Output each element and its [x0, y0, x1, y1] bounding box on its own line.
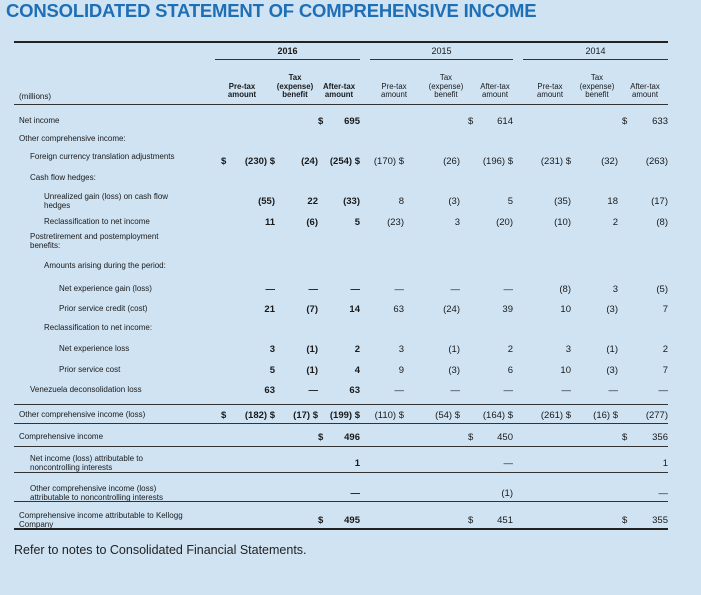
cell-value: 3 [612, 284, 618, 295]
cell-value: (8) [559, 284, 571, 295]
cell-value: 21 [264, 304, 275, 315]
cell-value: 695 [344, 116, 360, 127]
cell-value: (1) [448, 344, 460, 355]
header-rule [14, 104, 668, 105]
footer-note: Refer to notes to Consolidated Financial Statements. [14, 543, 307, 557]
cell-value: 3 [565, 344, 571, 355]
cell-value: (7) [306, 304, 318, 315]
cell-value: — [450, 385, 460, 396]
rule-bottom [14, 528, 668, 530]
cell-value: (261) $ [540, 410, 571, 421]
row-label: Postretirement and postemployment benefits: [30, 232, 159, 250]
cell-value: (5) [656, 284, 668, 295]
cell-value: (17) $ [293, 410, 318, 421]
cell-value: (110) $ [374, 410, 404, 421]
cell-value: 9 [398, 365, 404, 376]
cell-value: 5 [507, 196, 513, 207]
dollar-sign: $ [221, 410, 227, 421]
row-label: Other comprehensive income (loss) attributable to noncontrolling interests [30, 484, 163, 502]
cell-value: 5 [354, 217, 360, 228]
cell-value: — [394, 385, 404, 396]
cell-value: 614 [497, 116, 513, 127]
cell-value: 2 [662, 344, 668, 355]
row-label: Other comprehensive income: [19, 134, 126, 143]
cell-value: (6) [306, 217, 318, 228]
row-label: Other comprehensive income (loss) [19, 410, 146, 419]
rule-mid [14, 446, 668, 447]
cell-value: 450 [497, 432, 513, 443]
cell-value: (17) [651, 196, 668, 207]
cell-value: 22 [307, 196, 318, 207]
cell-value: (164) $ [482, 410, 513, 421]
cell-value: (230) $ [244, 156, 275, 167]
year-rule [370, 59, 513, 60]
cell-value: (277) [645, 410, 668, 421]
row-label: Net income [19, 116, 60, 125]
cell-value: — [608, 385, 618, 396]
cell-value: 5 [269, 365, 275, 376]
cell-value: 7 [662, 365, 668, 376]
rule-nci2 [14, 501, 668, 502]
cell-value: 3 [454, 217, 460, 228]
row-label: Comprehensive income [19, 432, 104, 441]
cell-value: 1 [662, 458, 668, 469]
cell-value: 63 [349, 385, 360, 396]
cell-value: 10 [560, 304, 571, 315]
cell-value: (55) [258, 196, 275, 207]
column-header: Pre-tax amount [380, 81, 407, 99]
cell-value: — [308, 284, 318, 295]
units-label: (millions) [19, 92, 51, 101]
dollar-sign: $ [622, 515, 628, 526]
cell-value: 6 [507, 365, 513, 376]
cell-value: 633 [652, 116, 668, 127]
cell-value: (24) [443, 304, 460, 315]
cell-value: (20) [496, 217, 513, 228]
column-header: Pre-tax amount [227, 81, 257, 99]
cell-value: (26) [443, 156, 460, 167]
cell-value: (24) [301, 156, 318, 167]
cell-value: (199) $ [329, 410, 360, 421]
cell-value: (231) $ [540, 156, 571, 167]
column-header: After-tax amount [322, 81, 356, 99]
top-rule [14, 41, 668, 43]
cell-value: (1) [606, 344, 618, 355]
cell-value: — [450, 284, 460, 295]
cell-value: (10) [554, 217, 571, 228]
cell-value: (1) [306, 344, 318, 355]
cell-value: 2 [507, 344, 513, 355]
row-label: Net experience loss [59, 344, 130, 353]
dollar-sign: $ [622, 432, 628, 443]
row-label: Venezuela deconsolidation loss [30, 385, 142, 394]
cell-value: (3) [606, 365, 618, 376]
cell-value: 356 [652, 432, 668, 443]
row-label: Net experience gain (loss) [59, 284, 152, 293]
cell-value: 355 [652, 515, 668, 526]
column-header: Pre-tax amount [536, 81, 563, 99]
year-header: 2016 [277, 46, 298, 56]
cell-value: 495 [344, 515, 360, 526]
dollar-sign: $ [622, 116, 628, 127]
row-label: Cash flow hedges: [30, 173, 96, 182]
cell-value: — [503, 458, 513, 469]
row-label: Prior service credit (cost) [59, 304, 148, 313]
cell-value: 1 [354, 458, 360, 469]
column-header: Tax (expense) benefit [276, 73, 314, 99]
cell-value: 8 [398, 196, 404, 207]
cell-value: — [265, 284, 275, 295]
row-label: Reclassification to net income: [44, 323, 153, 332]
rule-before-oci [14, 404, 668, 405]
dollar-sign: $ [221, 156, 227, 167]
cell-value: 4 [354, 365, 360, 376]
cell-value: 18 [607, 196, 618, 207]
cell-value: (23) [387, 217, 404, 228]
row-label: Reclassification to net income [44, 217, 150, 226]
dollar-sign: $ [468, 515, 474, 526]
row-label: Comprehensive income attributable to Kellogg Company [19, 511, 183, 529]
dollar-sign: $ [318, 432, 324, 443]
dollar-sign: $ [318, 515, 324, 526]
cell-value: 3 [269, 344, 275, 355]
cell-value: (54) $ [435, 410, 460, 421]
cell-value: — [561, 385, 571, 396]
rule-after-oci [14, 423, 668, 424]
dollar-sign: $ [468, 432, 474, 443]
cell-value: 496 [344, 432, 360, 443]
cell-value: — [394, 284, 404, 295]
cell-value: — [350, 488, 360, 499]
cell-value: (8) [656, 217, 668, 228]
cell-value: 10 [560, 365, 571, 376]
cell-value: (170) $ [373, 156, 404, 167]
cell-value: 2 [354, 344, 360, 355]
cell-value: 3 [398, 344, 404, 355]
cell-value: 11 [264, 217, 275, 228]
cell-value: 63 [264, 385, 275, 396]
cell-value: (3) [448, 365, 460, 376]
cell-value: (3) [606, 304, 618, 315]
cell-value: 14 [349, 304, 360, 315]
cell-value: 2 [612, 217, 618, 228]
column-header: Tax (expense) benefit [579, 73, 615, 99]
column-header: After-tax amount [480, 81, 510, 99]
rule-nci [14, 472, 668, 473]
cell-value: (16) $ [593, 410, 618, 421]
cell-value: — [503, 284, 513, 295]
cell-value: — [503, 385, 513, 396]
cell-value: (182) $ [244, 410, 275, 421]
cell-value: 7 [662, 304, 668, 315]
cell-value: 63 [393, 304, 404, 315]
row-label: Foreign currency translation adjustments [30, 152, 175, 161]
column-header: After-tax amount [630, 81, 660, 99]
year-header: 2014 [585, 46, 606, 56]
cell-value: (196) $ [482, 156, 513, 167]
cell-value: (32) [601, 156, 618, 167]
year-rule [215, 59, 360, 60]
cell-value: (3) [448, 196, 460, 207]
cell-value: (1) [306, 365, 318, 376]
dollar-sign: $ [468, 116, 474, 127]
cell-value: 451 [497, 515, 513, 526]
cell-value: (254) $ [329, 156, 360, 167]
cell-value: (1) [501, 488, 513, 499]
cell-value: — [350, 284, 360, 295]
row-label: Net income (loss) attributable to noncontrolling interests [30, 454, 143, 472]
page-title: CONSOLIDATED STATEMENT OF COMPREHENSIVE INCOME [6, 0, 537, 21]
column-header: Tax (expense) benefit [428, 73, 464, 99]
year-header: 2015 [431, 46, 452, 56]
cell-value: — [308, 385, 318, 396]
year-rule [523, 59, 668, 60]
cell-value: (263) [645, 156, 668, 167]
row-label: Prior service cost [59, 365, 121, 374]
cell-value: (33) [343, 196, 360, 207]
cell-value: — [658, 488, 668, 499]
row-label: Unrealized gain (loss) on cash flow hedges [44, 192, 169, 210]
dollar-sign: $ [318, 116, 324, 127]
cell-value: 39 [502, 304, 513, 315]
cell-value: (35) [554, 196, 571, 207]
row-label: Amounts arising during the period: [44, 261, 166, 270]
cell-value: — [658, 385, 668, 396]
